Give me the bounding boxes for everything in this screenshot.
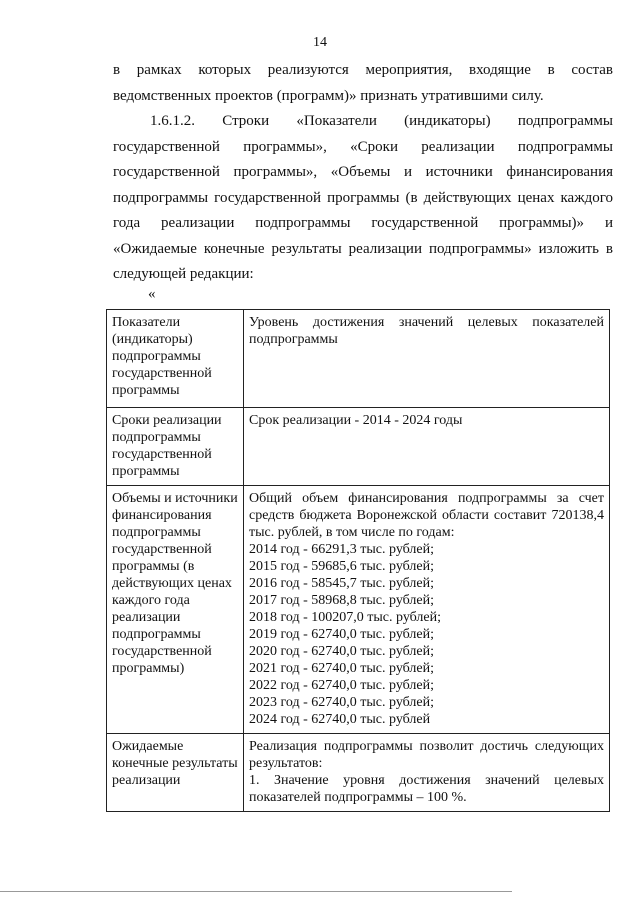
row-value: Уровень достижения значений целевых показателей подпрограммы (244, 310, 610, 408)
row-label: Объемы и источники финансирования подпрограммы государственной программы (в действующих ценах каждого года реализации подпрограммы государственной программы) (107, 486, 244, 734)
results-item-text: 1. Значение уровня достижения значений целевых показателей подпрограммы – 100 %. (249, 773, 604, 805)
document-body (113, 58, 613, 288)
paragraph-continuation: в рамках которых реализуются мероприятия, входящие в состав ведомственных проектов (программ)» признать утратившими силу. (113, 62, 613, 104)
row-label: Сроки реализации подпрограммы государственной программы (107, 408, 244, 486)
row-label: Показатели (индикаторы) подпрограммы государственной программы (107, 310, 244, 408)
funding-year-line: 2015 год - 59685,6 тыс. рублей; (249, 559, 435, 574)
funding-year-line: 2019 год - 62740,0 тыс. рублей; (249, 627, 435, 642)
funding-year-line: 2020 год - 62740,0 тыс. рублей; (249, 644, 435, 659)
table-row-funding (107, 486, 610, 734)
page-number: 14 (313, 35, 327, 50)
funding-year-line: 2014 год - 66291,3 тыс. рублей; (249, 542, 435, 557)
paragraph-amendment: 1.6.1.2. Строки «Показатели (индикаторы) подпрограммы государственной программы», «Сроки реализации подпрограммы государственной программы», «Объемы и источники финансирования подпрограммы государственной программы (в действующих ценах каждого года реализации подпрограммы государственной программы)» и «Ожидаемые конечные результаты реализации подпрограммы» изложить в следующей редакции: (113, 113, 613, 282)
row-value-results (244, 734, 610, 812)
table-row-timeframe (107, 408, 610, 486)
table-row-expected-results (107, 734, 610, 812)
funding-year-line: 2021 год - 62740,0 тыс. рублей; (249, 661, 435, 676)
funding-year-line: 2022 год - 62740,0 тыс. рублей; (249, 678, 435, 693)
row-value: Срок реализации - 2014 - 2024 годы (244, 408, 610, 486)
row-value-funding (244, 486, 610, 734)
page-bottom-rule (0, 891, 512, 892)
funding-year-line: 2016 год - 58545,7 тыс. рублей; (249, 576, 435, 591)
table-row-indicators (107, 310, 610, 408)
row-label: Ожидаемые конечные результаты реализации (107, 734, 244, 812)
funding-total-text: Общий объем финансирования подпрограммы за счет средств бюджета Воронежской области составит 720138,4 тыс. рублей, в том числе по годам: (249, 491, 604, 540)
funding-year-line: 2024 год - 62740,0 тыс. рублей (249, 712, 431, 727)
results-intro-text: Реализация подпрограммы позволит достичь следующих результатов: (249, 739, 604, 771)
subprogram-passport-table (106, 309, 610, 812)
funding-year-line: 2017 год - 58968,8 тыс. рублей; (249, 593, 435, 608)
funding-year-line: 2023 год - 62740,0 тыс. рублей; (249, 695, 435, 710)
funding-year-line: 2018 год - 100207,0 тыс. рублей; (249, 610, 442, 625)
opening-quote-mark: « (148, 286, 156, 302)
